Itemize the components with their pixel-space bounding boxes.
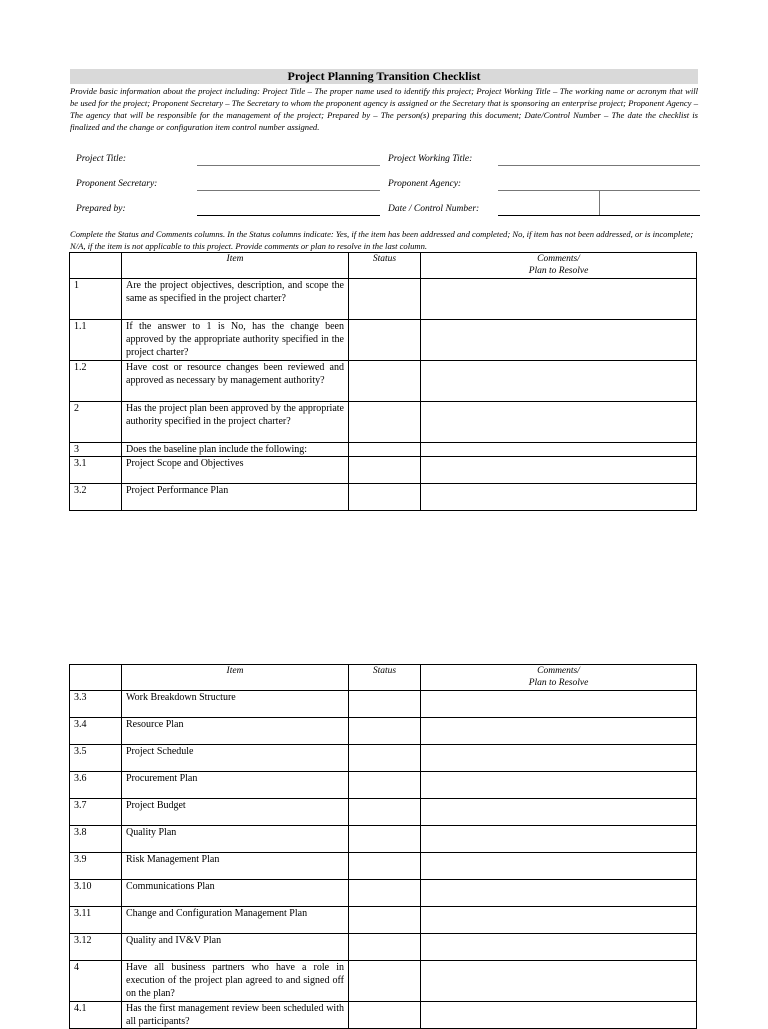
row-status-cell[interactable] [349,934,421,961]
header-comments-line2: Plan to Resolve [528,266,589,276]
row-number: 4.1 [70,1002,122,1029]
row-number: 4 [70,961,122,1002]
date-control-divider [599,191,600,215]
row-number: 3 [70,443,122,457]
proponent-agency-label: Proponent Agency: [388,179,462,189]
row-status-cell[interactable] [349,691,421,718]
row-comments-cell[interactable] [421,934,697,961]
row-item: Communications Plan [122,880,349,907]
row-item: Has the project plan been approved by the appropriate authority specified in the project charter? [122,402,349,443]
row-number: 3.11 [70,907,122,934]
row-status-cell[interactable] [349,361,421,402]
table-row [70,826,697,853]
row-status-cell[interactable] [349,853,421,880]
table-row [70,361,697,402]
header-status: Status [349,253,421,279]
row-item: Does the baseline plan include the following: [122,443,349,457]
table-row [70,745,697,772]
table-row [70,934,697,961]
row-number: 3.7 [70,799,122,826]
table-row [70,457,697,484]
row-comments-cell[interactable] [421,772,697,799]
row-comments-cell[interactable] [421,826,697,853]
row-status-cell[interactable] [349,772,421,799]
row-status-cell[interactable] [349,961,421,1002]
row-status-cell[interactable] [349,745,421,772]
document-title: Project Planning Transition Checklist [70,69,698,84]
row-item: Project Scope and Objectives [122,457,349,484]
row-number: 3.6 [70,772,122,799]
table-row [70,799,697,826]
table-row [70,402,697,443]
table-row [70,1002,697,1029]
table-row [70,772,697,799]
header-status: Status [349,665,421,691]
row-comments-cell[interactable] [421,907,697,934]
row-number: 3.10 [70,880,122,907]
table-row [70,961,697,1002]
header-number [70,665,122,691]
table-row [70,691,697,718]
table-row [70,443,697,457]
row-status-cell[interactable] [349,1002,421,1029]
header-number [70,253,122,279]
row-item: Quality and IV&V Plan [122,934,349,961]
date-control-number-field[interactable] [498,215,700,216]
header-comments [421,665,697,691]
row-comments-cell[interactable] [421,361,697,402]
row-comments-cell[interactable] [421,691,697,718]
row-status-cell[interactable] [349,457,421,484]
date-control-number-label: Date / Control Number: [388,204,480,214]
table-row [70,853,697,880]
row-comments-cell[interactable] [421,484,697,511]
row-comments-cell[interactable] [421,457,697,484]
project-working-title-label: Project Working Title: [388,154,473,164]
row-status-cell[interactable] [349,880,421,907]
row-number: 3.5 [70,745,122,772]
instructions: Complete the Status and Comments columns. In the Status columns indicate: Yes, if the item has been addressed and completed; No, if item has not been addressed, or is incomplete; N/A, if the item is not applicable to this project. Provide comments or plan to resolve in the last column. [70,229,694,251]
row-comments-cell[interactable] [421,853,697,880]
header-comments [421,253,697,279]
row-item: Have cost or resource changes been reviewed and approved as necessary by management authority? [122,361,349,402]
row-status-cell[interactable] [349,718,421,745]
row-item: Resource Plan [122,718,349,745]
project-title-label: Project Title: [76,154,127,164]
row-comments-cell[interactable] [421,745,697,772]
row-number: 1 [70,279,122,320]
row-status-cell[interactable] [349,799,421,826]
intro-paragraph: Provide basic information about the project including: Project Title – The proper name used to identify this project; Project Working Title – The working name or acronym that will be used for the project; Proponent Secretary – The Secretary to whom the proponent agency is assigned or the Secretary that is sponsoring an enterprise project; Proponent Agency – The agency that will be responsible for the management of the project; Prepared by – The person(s) preparing this document; Date/Control Number – The date the checklist is finalized and the change or configuration item control number assigned. [70,86,698,132]
row-number: 3.9 [70,853,122,880]
row-number: 3.3 [70,691,122,718]
row-status-cell[interactable] [349,279,421,320]
row-comments-cell[interactable] [421,279,697,320]
table-row [70,484,697,511]
row-status-cell[interactable] [349,826,421,853]
prepared-by-label: Prepared by: [76,204,126,214]
project-title-field[interactable] [197,165,380,166]
row-comments-cell[interactable] [421,799,697,826]
row-comments-cell[interactable] [421,718,697,745]
row-item: Project Budget [122,799,349,826]
row-comments-cell[interactable] [421,1002,697,1029]
proponent-secretary-field[interactable] [197,190,380,191]
row-number: 3.1 [70,457,122,484]
project-working-title-field[interactable] [498,165,700,166]
row-item: Has the first management review been scheduled with all participants? [122,1002,349,1029]
row-status-cell[interactable] [349,320,421,361]
row-status-cell[interactable] [349,402,421,443]
row-item: Project Performance Plan [122,484,349,511]
row-number: 1.1 [70,320,122,361]
row-item: Procurement Plan [122,772,349,799]
table-row [70,880,697,907]
row-number: 1.2 [70,361,122,402]
row-number: 3.8 [70,826,122,853]
row-number: 2 [70,402,122,443]
row-item: Change and Configuration Management Plan [122,907,349,934]
row-item: If the answer to 1 is No, has the change been approved by the appropriate authority specified in the project charter? [122,320,349,361]
prepared-by-field[interactable] [197,215,380,216]
row-comments-cell[interactable] [421,402,697,443]
row-item: Project Schedule [122,745,349,772]
row-number: 3.2 [70,484,122,511]
table-row [70,907,697,934]
row-item: Quality Plan [122,826,349,853]
row-comments-cell[interactable] [421,443,697,457]
table-row [70,320,697,361]
checklist-table-2 [69,664,697,1029]
header-item: Item [122,253,349,279]
row-item: Have all business partners who have a role in execution of the project plan agreed to and signed off on the plan? [122,961,349,1002]
row-item: Work Breakdown Structure [122,691,349,718]
row-comments-cell[interactable] [421,961,697,1002]
row-status-cell[interactable] [349,443,421,457]
row-number: 3.4 [70,718,122,745]
row-item: Are the project objectives, description, and scope the same as specified in the project charter? [122,279,349,320]
header-comments-line1: Comments/ [537,666,580,676]
row-item: Risk Management Plan [122,853,349,880]
header-item: Item [122,665,349,691]
row-status-cell[interactable] [349,907,421,934]
row-comments-cell[interactable] [421,880,697,907]
table-row [70,279,697,320]
row-comments-cell[interactable] [421,320,697,361]
proponent-secretary-label: Proponent Secretary: [76,179,158,189]
header-comments-line1: Comments/ [537,254,580,264]
checklist-table-1 [69,252,697,511]
table-row [70,718,697,745]
header-comments-line2: Plan to Resolve [528,678,589,688]
row-status-cell[interactable] [349,484,421,511]
row-number: 3.12 [70,934,122,961]
